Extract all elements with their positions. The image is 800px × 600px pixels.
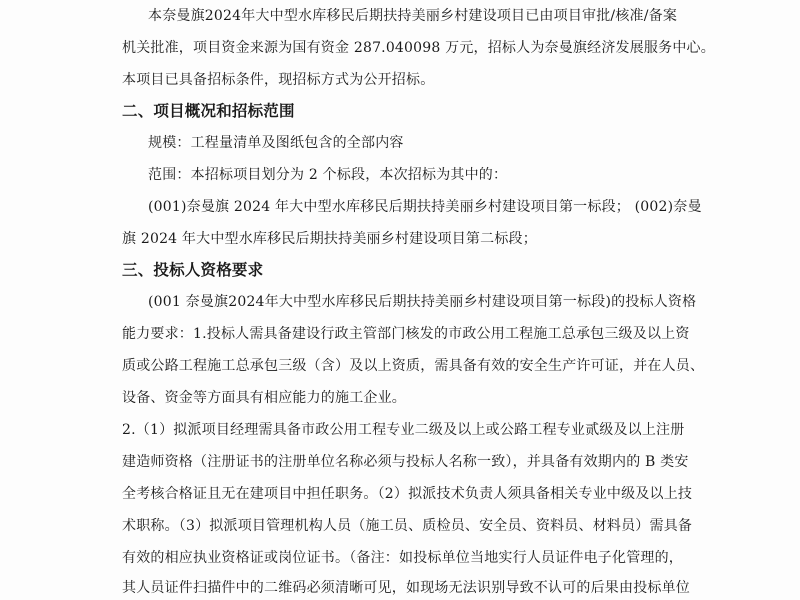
section-3-heading: 三、投标人资格要求 — [122, 261, 264, 279]
qualification-line-9: 有效的相应执业资格证或岗位证书。（备注：如投标单位当地实行人员证件电子化管理的， — [122, 550, 683, 566]
qualification-line-3: 质或公路工程施工总承包三级（含）及以上资质，需具备有效的安全生产许可证，并在人员、 — [122, 358, 705, 374]
qualification-line-2: 能力要求：1.投标人需具备建设行政主管部门核发的市政公用工程施工总承包三级及以上资 — [122, 326, 690, 342]
qualification-line-5: 2.（1）拟派项目经理需具备市政公用工程专业二级及以上或公路工程专业贰级及以上注册 — [122, 422, 685, 438]
qualification-line-6: 建造师资格（注册证书的注册单位名称必须与投标人名称一致），并具备有效期内的 B 类安 — [122, 454, 689, 470]
section-2-heading: 二、项目概况和招标范围 — [122, 102, 295, 120]
qualification-line-10: 其人员证件扫描件中的二维码必须清晰可见，如现场无法识别导致不认可的后果由投标单位 — [122, 580, 690, 596]
qualification-line-4: 设备、资金等方面具有相应能力的施工企业。 — [122, 390, 406, 406]
qualification-line-8: 术职称。（3）拟派项目管理机构人员（施工员、质检员、安全员、资料员、材料员）需具备 — [122, 518, 693, 534]
intro-line-3: 本项目已具备招标条件，现招标方式为公开招标。 — [122, 72, 435, 88]
lots-line-1: (001)奈曼旗 2024 年大中型水库移民后期扶持美丽乡村建设项目第一标段； (002)奈曼 — [148, 199, 702, 215]
scope-line: 范围：本招标项目划分为 2 个标段，本次招标为其中的： — [148, 167, 508, 183]
intro-line-1: 本奈曼旗2024年大中型水库移民后期扶持美丽乡村建设项目已由项目审批/核准/备案 — [148, 8, 678, 24]
qualification-line-1: (001 奈曼旗2024年大中型水库移民后期扶持美丽乡村建设项目第一标段)的投标人资格 — [148, 294, 697, 310]
qualification-line-7: 全考核合格证且无在建项目中担任职务。（2）拟派技术负责人须具备相关专业中级及以上技 — [122, 486, 693, 502]
lots-line-2: 旗 2024 年大中型水库移民后期扶持美丽乡村建设项目第二标段； — [122, 231, 537, 247]
scale-line: 规模：工程量清单及图纸包含的全部内容 — [148, 135, 404, 151]
intro-line-2: 机关批准，项目资金来源为国有资金 287.040098 万元，招标人为奈曼旗经济发展服务中心。 — [122, 40, 715, 56]
